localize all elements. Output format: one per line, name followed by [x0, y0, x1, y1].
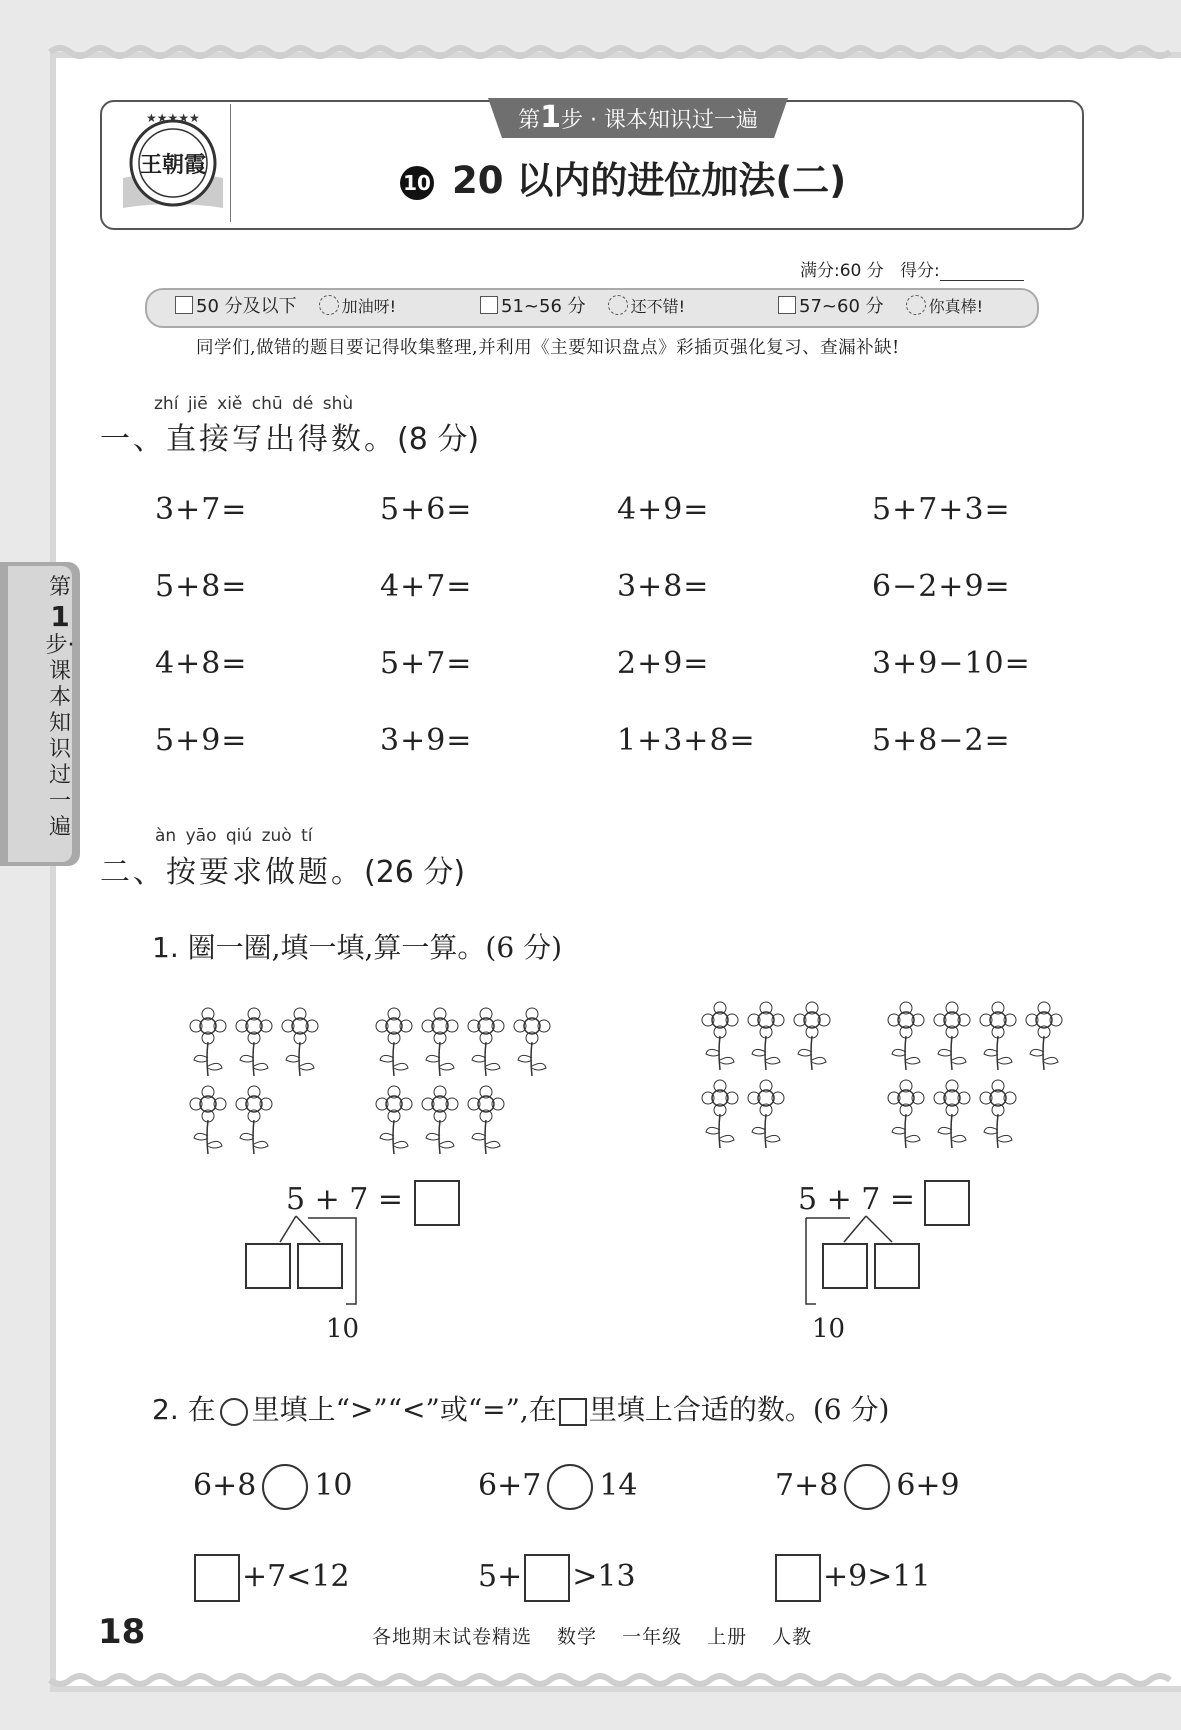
split-box[interactable]	[822, 1243, 868, 1289]
fill-box[interactable]	[775, 1554, 821, 1602]
equation: 1+3+8=	[617, 723, 756, 758]
equation: 5+8−2=	[872, 723, 1011, 758]
page-title: 10 20 以内的进位加法(二)	[400, 150, 846, 204]
fill-item: +7<12	[192, 1554, 350, 1602]
equation: 3+7=	[155, 492, 248, 527]
svg-text:★★★★★: ★★★★★	[146, 111, 200, 125]
ten-label: 10	[326, 1314, 360, 1344]
rank-checkbox[interactable]	[778, 296, 796, 314]
svg-text:王朝霞: 王朝霞	[139, 152, 207, 178]
flower-group-right	[692, 994, 1092, 1154]
ten-label: 10	[812, 1314, 846, 1344]
equation: 3+9−10=	[872, 646, 1031, 681]
section1-title: 一、直接写出得数。(8 分)	[100, 422, 480, 457]
equation: 4+9=	[617, 492, 710, 527]
page-number: 18	[98, 1612, 146, 1652]
step-tab: 第1步 · 课本知识过一遍	[488, 98, 788, 138]
fill-box[interactable]	[524, 1554, 570, 1602]
compare-circle[interactable]	[844, 1464, 890, 1510]
equation: 6−2+9=	[872, 569, 1011, 604]
split-equation-right: 5 + 7 =	[798, 1182, 916, 1217]
equation: 3+8=	[617, 569, 710, 604]
face-icon	[608, 295, 628, 315]
equation: 5+7+3=	[872, 492, 1011, 527]
question-1: 1. 圈一圈,填一填,算一算。(6 分)	[152, 931, 562, 964]
answer-box[interactable]	[924, 1180, 970, 1226]
rank-3: 57~60 分 你真棒!	[778, 293, 983, 321]
split-box[interactable]	[297, 1243, 343, 1289]
fill-item: +9>11	[773, 1554, 931, 1602]
rank-1: 50 分及以下 加油呀!	[175, 293, 396, 321]
circle-icon	[220, 1398, 248, 1426]
section1-pinyin: zhí jiē xiě chū dé shù	[154, 394, 354, 414]
rank-2: 51~56 分 还不错!	[480, 293, 685, 321]
compare-item: 7+8 6+9	[775, 1464, 960, 1510]
split-box[interactable]	[245, 1243, 291, 1289]
compare-circle[interactable]	[262, 1464, 308, 1510]
section2-title: 二、按要求做题。(26 分)	[100, 855, 466, 890]
fill-box[interactable]	[194, 1554, 240, 1602]
answer-box[interactable]	[414, 1180, 460, 1226]
study-note: 同学们,做错的题目要记得收集整理,并利用《主要知识盘点》彩插页强化复习、查漏补缺!	[196, 338, 900, 358]
box-icon	[559, 1398, 587, 1426]
question-2: 2. 在 里填上“>”“<”或“=”,在 里填上合适的数。(6 分)	[152, 1393, 890, 1426]
section2-pinyin: àn yāo qiú zuò tí	[155, 826, 313, 846]
equation: 5+8=	[155, 569, 248, 604]
face-icon	[319, 295, 339, 315]
equation: 5+6=	[380, 492, 473, 527]
rank-checkbox[interactable]	[175, 296, 193, 314]
rank-checkbox[interactable]	[480, 296, 498, 314]
equation: 5+9=	[155, 723, 248, 758]
score-line: 满分:60 分 得分:	[800, 256, 1024, 281]
compare-circle[interactable]	[547, 1464, 593, 1510]
equation: 5+7=	[380, 646, 473, 681]
equation: 3+9=	[380, 723, 473, 758]
side-tab-text: 第 1 步·课本知识过一遍	[45, 575, 75, 840]
fill-item: 5+ >13	[478, 1554, 636, 1602]
flower-group-left	[180, 1000, 580, 1160]
equation: 2+9=	[617, 646, 710, 681]
face-icon	[906, 295, 926, 315]
lesson-number: 10	[400, 166, 434, 200]
compare-item: 6+8 10	[193, 1464, 353, 1510]
logo-divider	[230, 104, 231, 222]
score-blank[interactable]	[940, 264, 1024, 281]
logo-seal	[118, 108, 228, 220]
equation: 4+8=	[155, 646, 248, 681]
compare-item: 6+7 14	[478, 1464, 638, 1510]
split-equation-left: 5 + 7 =	[286, 1182, 404, 1217]
equation: 4+7=	[380, 569, 473, 604]
footer-text: 各地期末试卷精选 数学 一年级 上册 人教	[372, 1626, 813, 1648]
split-box[interactable]	[874, 1243, 920, 1289]
